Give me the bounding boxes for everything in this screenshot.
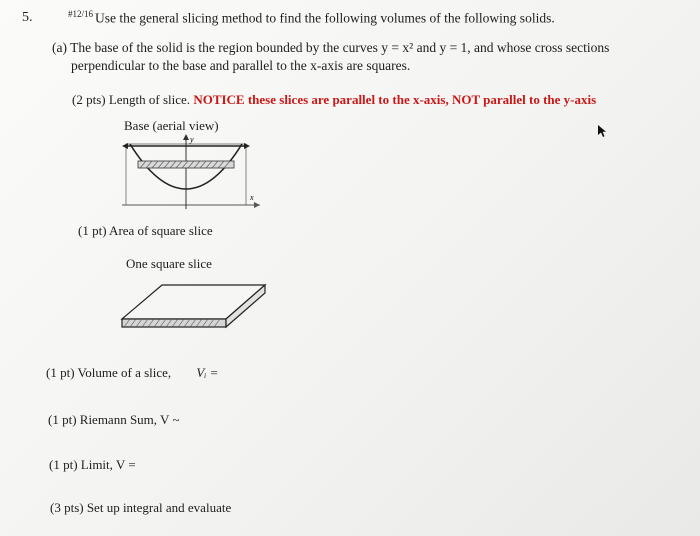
base-figure bbox=[116, 134, 264, 216]
problem-intro bbox=[68, 9, 555, 27]
square-slice-figure bbox=[118, 279, 270, 335]
volume-slice-formula: Vᵢ = bbox=[196, 365, 219, 380]
line-y1-arrow-left bbox=[122, 143, 128, 149]
square-slice-title: One square slice bbox=[126, 256, 212, 271]
volume-slice-label: (1 pt) Volume of a slice, bbox=[46, 365, 172, 380]
integral-question: (3 pts) Set up integral and evaluate bbox=[50, 500, 232, 515]
y-axis-label: y bbox=[190, 135, 194, 144]
slice-top-face bbox=[122, 285, 265, 319]
handwritten-note-tag: #12/16 bbox=[68, 9, 94, 19]
volume-slice-question bbox=[46, 365, 218, 381]
area-question: (1 pt) Area of square slice bbox=[78, 223, 213, 238]
slice-length-label: (2 pts) Length of slice. bbox=[72, 92, 191, 107]
slice-length-question bbox=[72, 92, 596, 108]
problem-intro-text: Use the general slicing method to find the following volumes of the following solids. bbox=[95, 10, 555, 26]
limit-question: (1 pt) Limit, V = bbox=[49, 457, 136, 472]
part-a-line-1: (a) The base of the solid is the region bounded by the curves y = x² and y = 1, and whose cross sections bbox=[52, 40, 610, 55]
mouse-cursor-icon bbox=[597, 124, 607, 138]
line-y1-arrow-right bbox=[244, 143, 250, 149]
horizontal-slice bbox=[138, 161, 234, 168]
slice-notice: NOTICE these slices are parallel to the x-axis, NOT parallel to the y-axis bbox=[193, 92, 597, 107]
riemann-sum-question: (1 pt) Riemann Sum, V ~ bbox=[48, 412, 180, 427]
x-axis-arrow bbox=[254, 202, 260, 208]
base-figure-title: Base (aerial view) bbox=[124, 118, 219, 133]
slice-front-face bbox=[122, 319, 226, 327]
y-axis-arrow bbox=[183, 134, 189, 140]
part-a-line-2: perpendicular to the base and parallel to the x-axis are squares. bbox=[71, 58, 411, 73]
x-axis-label: x bbox=[250, 193, 254, 202]
problem-number: 5. bbox=[22, 10, 33, 25]
